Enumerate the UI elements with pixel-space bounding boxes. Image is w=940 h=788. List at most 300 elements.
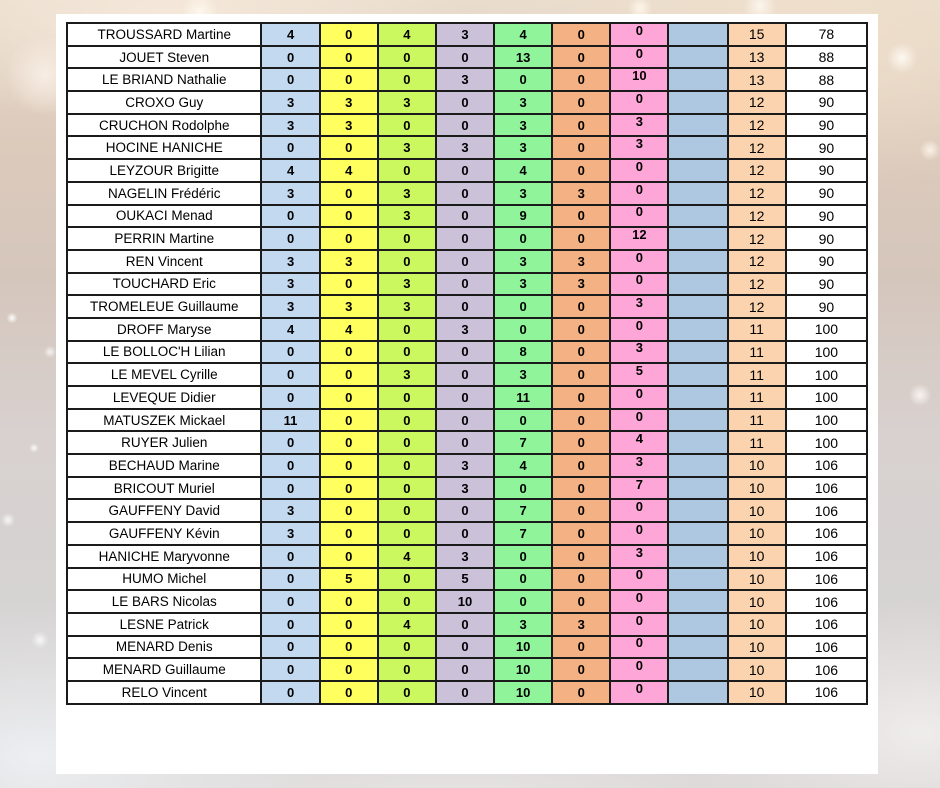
player-name-cell: LE BARS Nicolas <box>67 590 261 613</box>
player-name-cell: TROMELEUE Guillaume <box>67 295 261 318</box>
score-cell-col1: 0 <box>261 205 319 228</box>
total-points-cell: 12 <box>728 114 786 137</box>
score-cell-col7 <box>610 545 668 568</box>
score-cell-col4: 10 <box>436 590 494 613</box>
spacer-cell <box>668 454 727 477</box>
score-value: 0 <box>635 590 644 606</box>
score-value: 3 <box>635 340 644 356</box>
secondary-score-cell: 106 <box>786 636 867 659</box>
table-row <box>67 477 867 500</box>
score-cell-col5: 3 <box>494 613 552 636</box>
score-cell-col6: 0 <box>552 363 610 386</box>
total-points-cell: 12 <box>728 91 786 114</box>
total-points-cell: 12 <box>728 182 786 205</box>
spacer-cell <box>668 159 727 182</box>
table-row <box>67 409 867 432</box>
spacer-cell <box>668 341 727 364</box>
secondary-score-cell: 90 <box>786 205 867 228</box>
spacer-cell <box>668 273 727 296</box>
score-cell-col4: 0 <box>436 91 494 114</box>
score-cell-col6: 0 <box>552 295 610 318</box>
score-cell-col3: 0 <box>378 250 436 273</box>
total-points-cell: 12 <box>728 136 786 159</box>
score-cell-col7 <box>610 454 668 477</box>
score-cell-col5: 3 <box>494 91 552 114</box>
score-cell-col4: 0 <box>436 46 494 69</box>
score-cell-col6: 0 <box>552 590 610 613</box>
player-name-cell: BECHAUD Marine <box>67 454 261 477</box>
score-cell-col1: 0 <box>261 681 319 704</box>
total-points-cell: 12 <box>728 159 786 182</box>
secondary-score-cell: 90 <box>786 159 867 182</box>
spacer-cell <box>668 477 727 500</box>
score-cell-col4: 3 <box>436 318 494 341</box>
score-cell-col2: 0 <box>320 227 378 250</box>
score-value: 3 <box>635 136 644 152</box>
score-cell-col7 <box>610 46 668 69</box>
score-value: 12 <box>632 227 647 243</box>
spacer-cell <box>668 91 727 114</box>
total-points-cell: 11 <box>728 318 786 341</box>
score-cell-col4: 0 <box>436 295 494 318</box>
player-name-cell: TROUSSARD Martine <box>67 23 261 46</box>
score-cell-col1: 0 <box>261 613 319 636</box>
spacer-cell <box>668 658 727 681</box>
score-cell-col7 <box>610 23 668 46</box>
score-cell-col5: 3 <box>494 273 552 296</box>
table-row <box>67 46 867 69</box>
score-cell-col3: 4 <box>378 23 436 46</box>
score-value: 0 <box>635 249 644 265</box>
score-cell-col7 <box>610 613 668 636</box>
score-cell-col2: 0 <box>320 545 378 568</box>
score-cell-col1: 0 <box>261 363 319 386</box>
score-value: 0 <box>635 680 644 696</box>
total-points-cell: 10 <box>728 545 786 568</box>
score-cell-col7 <box>610 636 668 659</box>
score-cell-col4: 0 <box>436 386 494 409</box>
table-row <box>67 136 867 159</box>
score-cell-col6: 0 <box>552 386 610 409</box>
total-points-cell: 12 <box>728 205 786 228</box>
score-cell-col3: 3 <box>378 205 436 228</box>
score-cell-col6: 0 <box>552 159 610 182</box>
player-name-cell: CROXO Guy <box>67 91 261 114</box>
table-row <box>67 681 867 704</box>
table-row <box>67 91 867 114</box>
total-points-cell: 10 <box>728 658 786 681</box>
score-cell-col1: 0 <box>261 386 319 409</box>
total-points-cell: 12 <box>728 295 786 318</box>
total-points-cell: 13 <box>728 68 786 91</box>
table-row <box>67 227 867 250</box>
spacer-cell <box>668 205 727 228</box>
score-cell-col4: 0 <box>436 114 494 137</box>
score-cell-col5: 0 <box>494 568 552 591</box>
spacer-cell <box>668 568 727 591</box>
score-cell-col5: 0 <box>494 295 552 318</box>
table-row <box>67 205 867 228</box>
score-cell-col7 <box>610 68 668 91</box>
score-cell-col7 <box>610 590 668 613</box>
spreadsheet-sheet <box>56 14 878 774</box>
score-cell-col1: 0 <box>261 454 319 477</box>
score-cell-col7 <box>610 250 668 273</box>
score-cell-col5: 3 <box>494 363 552 386</box>
secondary-score-cell: 78 <box>786 23 867 46</box>
spacer-cell <box>668 136 727 159</box>
table-row <box>67 658 867 681</box>
score-value: 0 <box>635 181 644 197</box>
score-cell-col7 <box>610 477 668 500</box>
secondary-score-cell: 106 <box>786 499 867 522</box>
score-cell-col2: 0 <box>320 68 378 91</box>
secondary-score-cell: 106 <box>786 568 867 591</box>
secondary-score-cell: 106 <box>786 658 867 681</box>
score-cell-col1: 3 <box>261 91 319 114</box>
table-row <box>67 363 867 386</box>
score-cell-col5: 0 <box>494 590 552 613</box>
player-name-cell: HUMO Michel <box>67 568 261 591</box>
spacer-cell <box>668 363 727 386</box>
score-cell-col1: 0 <box>261 227 319 250</box>
score-cell-col5: 13 <box>494 46 552 69</box>
table-row <box>67 295 867 318</box>
score-cell-col6: 0 <box>552 46 610 69</box>
score-cell-col3: 3 <box>378 295 436 318</box>
table-row <box>67 545 867 568</box>
total-points-cell: 10 <box>728 499 786 522</box>
score-cell-col2: 0 <box>320 636 378 659</box>
secondary-score-cell: 90 <box>786 182 867 205</box>
score-cell-col4: 0 <box>436 499 494 522</box>
score-cell-col5: 3 <box>494 114 552 137</box>
table-row <box>67 613 867 636</box>
spacer-cell <box>668 295 727 318</box>
score-cell-col4: 0 <box>436 227 494 250</box>
score-value: 5 <box>635 363 644 379</box>
score-cell-col2: 0 <box>320 273 378 296</box>
score-cell-col2: 5 <box>320 568 378 591</box>
score-cell-col6: 0 <box>552 431 610 454</box>
score-cell-col4: 0 <box>436 658 494 681</box>
score-cell-col3: 0 <box>378 318 436 341</box>
score-cell-col4: 0 <box>436 613 494 636</box>
score-cell-col1: 4 <box>261 23 319 46</box>
score-cell-col7 <box>610 91 668 114</box>
score-cell-col7 <box>610 386 668 409</box>
table-row <box>67 590 867 613</box>
player-name-cell: LE BRIAND Nathalie <box>67 68 261 91</box>
score-cell-col1: 0 <box>261 590 319 613</box>
score-cell-col7 <box>610 136 668 159</box>
secondary-score-cell: 100 <box>786 341 867 364</box>
secondary-score-cell: 90 <box>786 295 867 318</box>
score-cell-col2: 4 <box>320 318 378 341</box>
score-value: 0 <box>635 386 644 401</box>
score-cell-col2: 0 <box>320 499 378 522</box>
score-cell-col2: 0 <box>320 205 378 228</box>
table-row <box>67 182 867 205</box>
table-row <box>67 431 867 454</box>
secondary-score-cell: 106 <box>786 477 867 500</box>
score-cell-col7 <box>610 499 668 522</box>
score-cell-col1: 0 <box>261 636 319 659</box>
score-cell-col3: 0 <box>378 499 436 522</box>
spacer-cell <box>668 227 727 250</box>
secondary-score-cell: 100 <box>786 386 867 409</box>
total-points-cell: 10 <box>728 454 786 477</box>
score-cell-col6: 0 <box>552 23 610 46</box>
score-cell-col4: 0 <box>436 182 494 205</box>
score-value: 0 <box>635 272 644 288</box>
player-name-cell: LE BOLLOC'H Lilian <box>67 341 261 364</box>
score-cell-col3: 0 <box>378 477 436 500</box>
score-cell-col1: 3 <box>261 295 319 318</box>
table-row <box>67 636 867 659</box>
secondary-score-cell: 90 <box>786 250 867 273</box>
score-value: 3 <box>635 544 644 560</box>
total-points-cell: 13 <box>728 46 786 69</box>
table-row <box>67 318 867 341</box>
score-cell-col6: 0 <box>552 91 610 114</box>
score-cell-col3: 0 <box>378 431 436 454</box>
score-cell-col5: 0 <box>494 227 552 250</box>
score-cell-col5: 4 <box>494 159 552 182</box>
secondary-score-cell: 106 <box>786 613 867 636</box>
spacer-cell <box>668 636 727 659</box>
score-cell-col3: 3 <box>378 136 436 159</box>
secondary-score-cell: 106 <box>786 681 867 704</box>
table-row <box>67 341 867 364</box>
player-name-cell: REN Vincent <box>67 250 261 273</box>
score-cell-col7 <box>610 341 668 364</box>
score-cell-col5: 10 <box>494 636 552 659</box>
score-value: 0 <box>635 408 644 424</box>
secondary-score-cell: 100 <box>786 409 867 432</box>
score-cell-col3: 4 <box>378 613 436 636</box>
score-cell-col6: 0 <box>552 318 610 341</box>
score-cell-col4: 3 <box>436 23 494 46</box>
score-cell-col4: 0 <box>436 273 494 296</box>
score-cell-col1: 0 <box>261 545 319 568</box>
player-name-cell: HOCINE HANICHE <box>67 136 261 159</box>
spacer-cell <box>668 522 727 545</box>
table-row <box>67 386 867 409</box>
score-cell-col5: 11 <box>494 386 552 409</box>
score-cell-col6: 0 <box>552 136 610 159</box>
score-cell-col2: 3 <box>320 250 378 273</box>
score-cell-col4: 0 <box>436 431 494 454</box>
secondary-score-cell: 100 <box>786 318 867 341</box>
score-cell-col1: 11 <box>261 409 319 432</box>
score-cell-col5: 0 <box>494 477 552 500</box>
score-cell-col2: 0 <box>320 613 378 636</box>
score-cell-col3: 0 <box>378 681 436 704</box>
player-name-cell: LEYZOUR Brigitte <box>67 159 261 182</box>
score-cell-col6: 0 <box>552 454 610 477</box>
score-cell-col6: 0 <box>552 227 610 250</box>
total-points-cell: 12 <box>728 273 786 296</box>
spacer-cell <box>668 409 727 432</box>
score-cell-col1: 0 <box>261 136 319 159</box>
score-cell-col5: 7 <box>494 431 552 454</box>
score-cell-col1: 0 <box>261 658 319 681</box>
score-cell-col3: 0 <box>378 636 436 659</box>
table-row <box>67 568 867 591</box>
score-cell-col3: 0 <box>378 568 436 591</box>
score-cell-col2: 0 <box>320 454 378 477</box>
score-cell-col6: 0 <box>552 568 610 591</box>
score-value: 4 <box>635 431 644 447</box>
score-cell-col4: 0 <box>436 363 494 386</box>
secondary-score-cell: 90 <box>786 114 867 137</box>
table-row <box>67 114 867 137</box>
secondary-score-cell: 90 <box>786 227 867 250</box>
score-cell-col5: 7 <box>494 522 552 545</box>
score-cell-col4: 0 <box>436 205 494 228</box>
score-cell-col2: 0 <box>320 522 378 545</box>
secondary-score-cell: 100 <box>786 363 867 386</box>
secondary-score-cell: 90 <box>786 91 867 114</box>
score-cell-col3: 0 <box>378 341 436 364</box>
score-cell-col5: 10 <box>494 658 552 681</box>
table-row <box>67 522 867 545</box>
score-cell-col2: 0 <box>320 409 378 432</box>
table-row <box>67 454 867 477</box>
score-cell-col7 <box>610 114 668 137</box>
score-cell-col5: 0 <box>494 318 552 341</box>
total-points-cell: 12 <box>728 227 786 250</box>
player-name-cell: TOUCHARD Eric <box>67 273 261 296</box>
score-cell-col3: 4 <box>378 545 436 568</box>
score-cell-col5: 7 <box>494 499 552 522</box>
player-name-cell: JOUET Steven <box>67 46 261 69</box>
score-cell-col3: 0 <box>378 46 436 69</box>
score-cell-col3: 0 <box>378 522 436 545</box>
score-cell-col6: 0 <box>552 522 610 545</box>
score-value: 0 <box>635 45 644 61</box>
score-cell-col7 <box>610 658 668 681</box>
score-cell-col6: 3 <box>552 250 610 273</box>
score-cell-col2: 0 <box>320 363 378 386</box>
score-value: 0 <box>635 658 644 674</box>
score-cell-col6: 0 <box>552 68 610 91</box>
player-name-cell: HANICHE Maryvonne <box>67 545 261 568</box>
score-cell-col4: 3 <box>436 136 494 159</box>
score-cell-col2: 4 <box>320 159 378 182</box>
score-value: 0 <box>635 567 644 583</box>
score-cell-col1: 3 <box>261 182 319 205</box>
score-value: 0 <box>635 499 644 515</box>
score-cell-col4: 0 <box>436 159 494 182</box>
score-cell-col2: 0 <box>320 681 378 704</box>
player-name-cell: LESNE Patrick <box>67 613 261 636</box>
player-name-cell: LEVEQUE Didier <box>67 386 261 409</box>
spacer-cell <box>668 46 727 69</box>
score-cell-col1: 0 <box>261 431 319 454</box>
score-cell-col2: 0 <box>320 46 378 69</box>
player-name-cell: LE MEVEL Cyrille <box>67 363 261 386</box>
score-cell-col7 <box>610 227 668 250</box>
score-cell-col3: 0 <box>378 227 436 250</box>
player-name-cell: DROFF Maryse <box>67 318 261 341</box>
score-cell-col6: 0 <box>552 477 610 500</box>
score-cell-col4: 0 <box>436 341 494 364</box>
score-value: 3 <box>635 113 644 129</box>
spacer-cell <box>668 613 727 636</box>
score-cell-col2: 0 <box>320 590 378 613</box>
spacer-cell <box>668 431 727 454</box>
player-name-cell: MENARD Guillaume <box>67 658 261 681</box>
score-value: 0 <box>635 204 644 220</box>
score-cell-col1: 3 <box>261 273 319 296</box>
total-points-cell: 15 <box>728 23 786 46</box>
score-cell-col5: 3 <box>494 182 552 205</box>
score-cell-col7 <box>610 568 668 591</box>
total-points-cell: 11 <box>728 431 786 454</box>
score-cell-col4: 0 <box>436 409 494 432</box>
score-cell-col4: 0 <box>436 522 494 545</box>
total-points-cell: 10 <box>728 590 786 613</box>
player-name-cell: NAGELIN Frédéric <box>67 182 261 205</box>
score-cell-col2: 3 <box>320 295 378 318</box>
score-value: 0 <box>635 522 644 537</box>
score-value: 0 <box>635 159 644 174</box>
score-cell-col4: 0 <box>436 250 494 273</box>
spacer-cell <box>668 386 727 409</box>
score-cell-col6: 0 <box>552 681 610 704</box>
score-cell-col3: 0 <box>378 658 436 681</box>
total-points-cell: 10 <box>728 522 786 545</box>
score-cell-col3: 0 <box>378 590 436 613</box>
score-value: 0 <box>635 23 644 38</box>
score-cell-col7 <box>610 681 668 704</box>
secondary-score-cell: 106 <box>786 545 867 568</box>
score-cell-col2: 0 <box>320 136 378 159</box>
score-cell-col5: 10 <box>494 681 552 704</box>
score-cell-col5: 4 <box>494 454 552 477</box>
score-cell-col7 <box>610 522 668 545</box>
total-points-cell: 10 <box>728 636 786 659</box>
score-cell-col5: 0 <box>494 68 552 91</box>
score-cell-col6: 3 <box>552 613 610 636</box>
score-cell-col3: 3 <box>378 182 436 205</box>
score-cell-col6: 3 <box>552 182 610 205</box>
total-points-cell: 10 <box>728 477 786 500</box>
secondary-score-cell: 88 <box>786 46 867 69</box>
table-row <box>67 499 867 522</box>
score-value: 3 <box>635 295 644 311</box>
score-value: 10 <box>632 68 647 84</box>
score-cell-col2: 0 <box>320 23 378 46</box>
secondary-score-cell: 106 <box>786 454 867 477</box>
score-cell-col2: 0 <box>320 182 378 205</box>
score-cell-col1: 0 <box>261 46 319 69</box>
spacer-cell <box>668 114 727 137</box>
table-row <box>67 68 867 91</box>
spacer-cell <box>668 681 727 704</box>
score-cell-col5: 8 <box>494 341 552 364</box>
score-cell-col6: 0 <box>552 114 610 137</box>
score-cell-col1: 3 <box>261 499 319 522</box>
secondary-score-cell: 88 <box>786 68 867 91</box>
table-row <box>67 159 867 182</box>
score-cell-col2: 0 <box>320 431 378 454</box>
score-cell-col6: 0 <box>552 341 610 364</box>
score-cell-col2: 3 <box>320 114 378 137</box>
secondary-score-cell: 106 <box>786 590 867 613</box>
